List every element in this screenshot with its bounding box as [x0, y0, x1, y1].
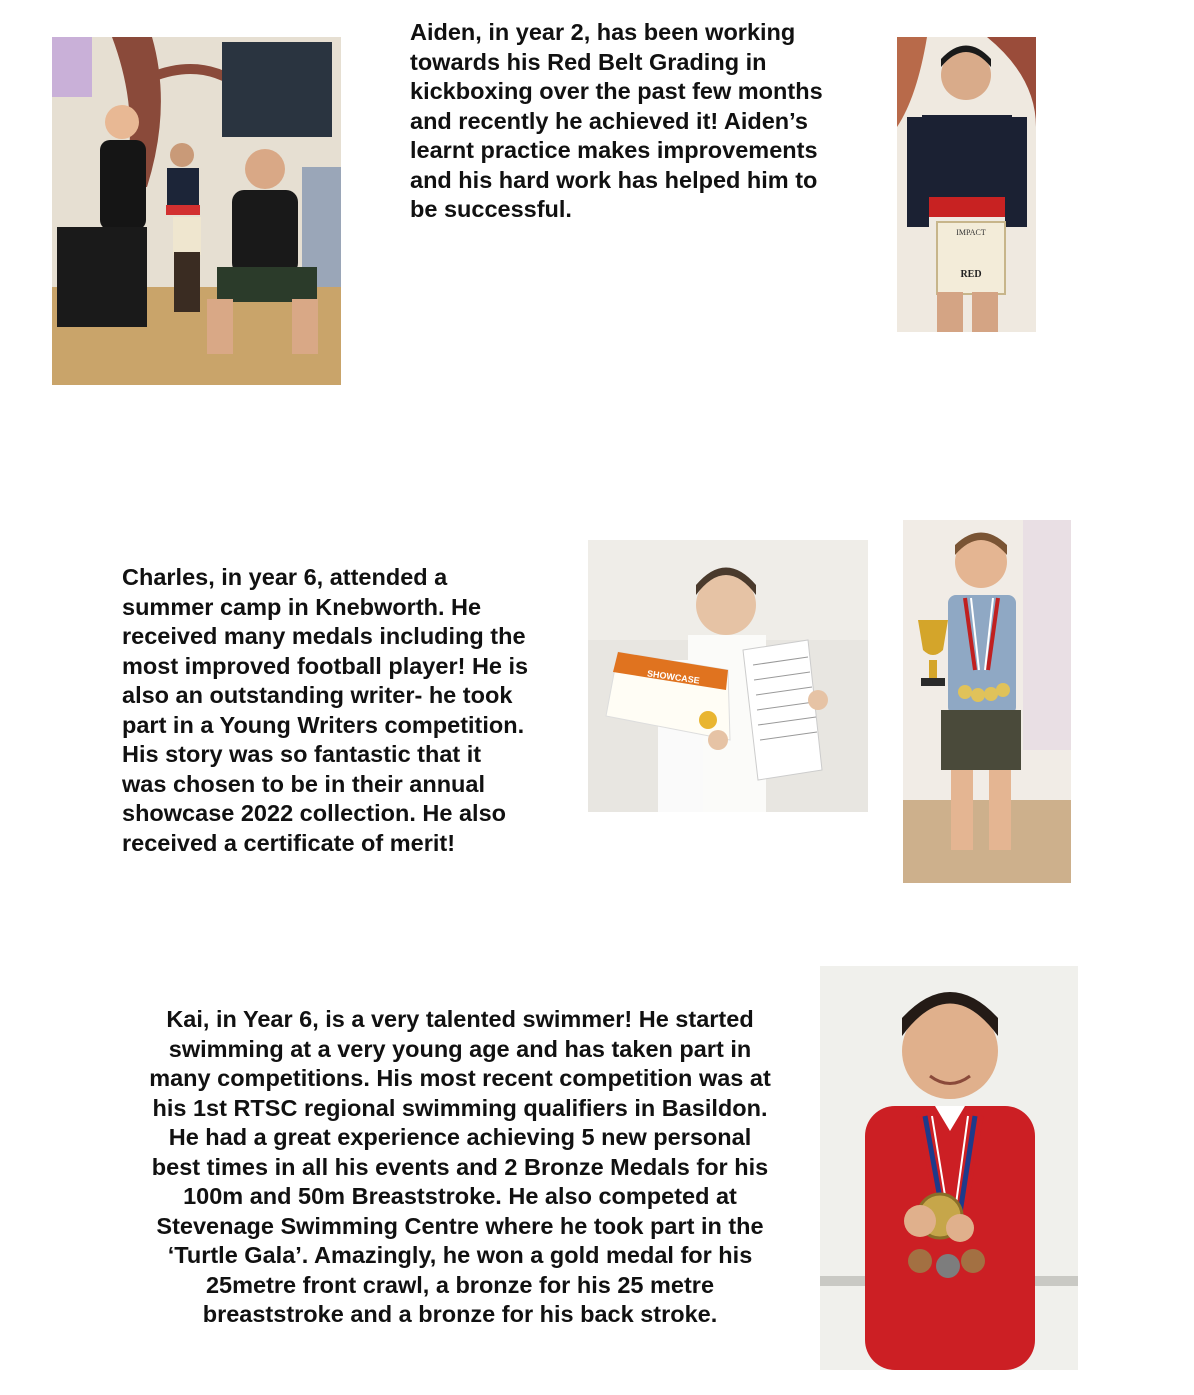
- aiden-group-photo: [52, 37, 341, 385]
- certificate-red-text: RED: [960, 269, 982, 280]
- kai-medals-photo: [820, 966, 1078, 1370]
- aiden-certificate-photo: [897, 37, 1036, 332]
- aiden-story-text: Aiden, in year 2, has been working towards his Red Belt Grading in kickboxing over the past few months and recently he achieved it! Aiden’s learnt practice makes improvements and his hard work has helped him to be successful.: [410, 19, 823, 222]
- certificate-impact-text: IMPACT: [956, 228, 986, 237]
- charles-medals-photo: [903, 520, 1071, 883]
- kai-story-text: Kai, in Year 6, is a very talented swimmer! He started swimming at a very young age and has taken part in many competitions. His most recent competition was at his 1st RTSC regional swimming qualifiers in Basildon. He had a great experience achieving 5 new personal best times in all his events and 2 Bronze Medals for his 100m and 50m Breaststroke. He also competed at Stevenage Swimming Centre where he took part in the ‘Turtle Gala’. Amazingly, he won a gold medal for his 25metre front crawl, a bronze for his 25 metre breaststroke and a bronze for his back stroke.: [149, 1006, 771, 1327]
- charles-story-text: Charles, in year 6, attended a summer camp in Knebworth. He received many medals including the most improved football player! He is also an outstanding writer- he took part in a Young Writers competition. His story was so fantastic that it was chosen to be in their annual showcase 2022 collection. He also received a certificate of merit!: [122, 564, 529, 856]
- showcase-certificate-text: SHOWCASE: [646, 668, 701, 686]
- charles-certificate-photo: [588, 540, 868, 812]
